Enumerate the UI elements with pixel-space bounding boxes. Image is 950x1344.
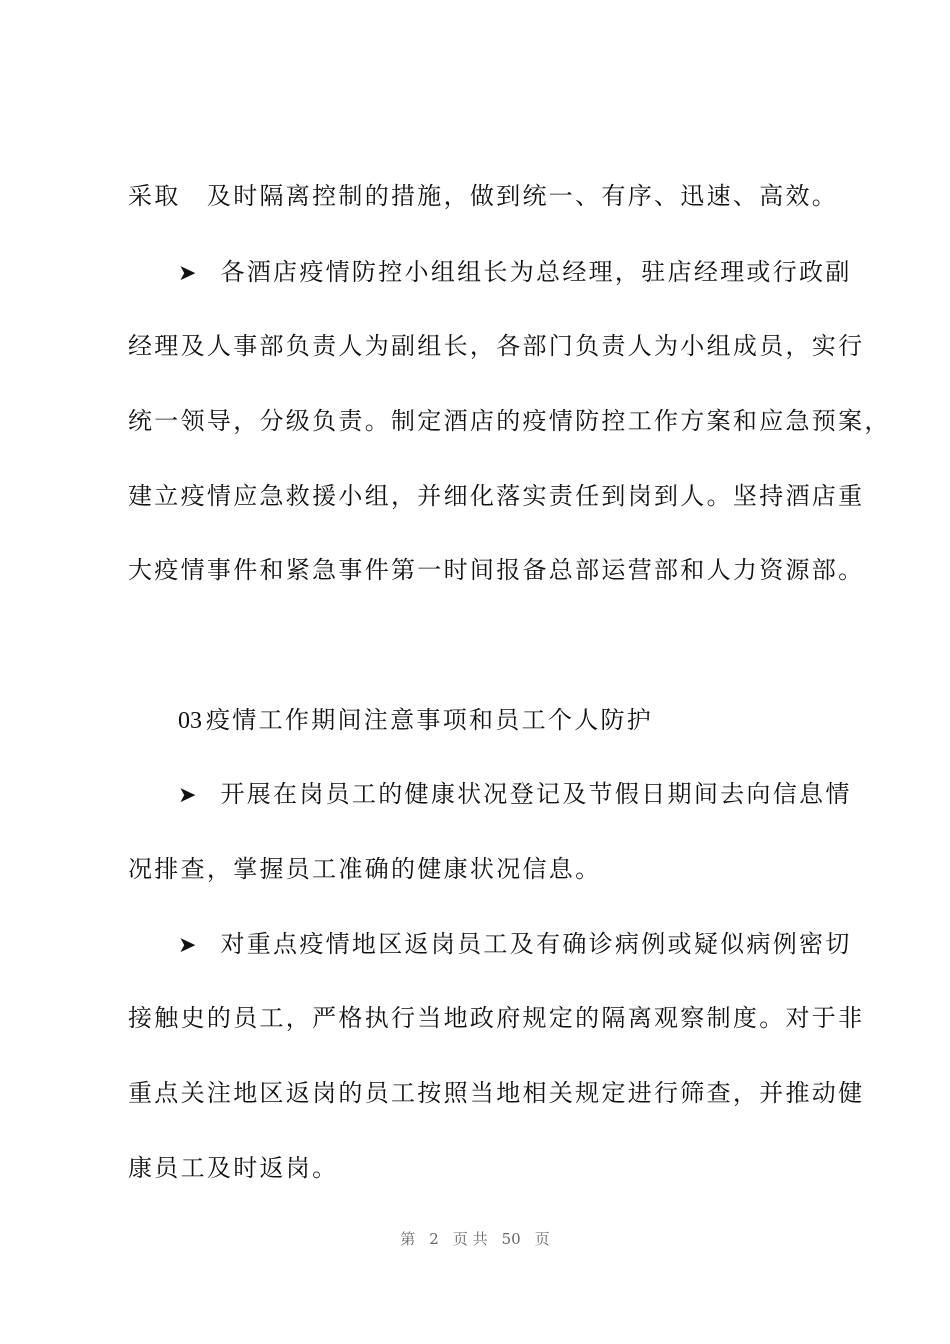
arrow-bullet-icon: ➤	[178, 933, 197, 958]
text-line	[0, 1000, 950, 1036]
text-line	[0, 1075, 950, 1111]
arrow-bullet-icon: ➤	[178, 261, 197, 286]
line-text: 经理及人事部负责人为副组长，各部门负责人为小组成员，实行	[128, 332, 865, 360]
footer-suffix: 页	[534, 1230, 550, 1248]
line-text: 对重点疫情地区返岗员工及有确诊病例或疑似病例密切	[220, 930, 852, 958]
footer-total-pages: 50	[501, 1230, 521, 1248]
line-text: 康员工及时返岗。	[128, 1154, 339, 1182]
footer-middle: 页 共	[452, 1230, 488, 1248]
section-title: 疫情工作期间注意事项和员工个人防护	[206, 706, 654, 734]
footer-page-number: 2	[429, 1230, 439, 1248]
arrow-bullet-icon: ➤	[178, 783, 197, 808]
bullet-line	[0, 254, 950, 290]
text-line	[0, 328, 950, 364]
bullet-line	[0, 926, 950, 962]
line-text: 统一领导，分级负责。制定酒店的疫情防控工作方案和应急预案，	[128, 407, 891, 435]
line-text: 况排查，掌握员工准确的健康状况信息。	[128, 855, 602, 883]
line-text: 各酒店疫情防控小组组长为总经理，驻店经理或行政副	[220, 258, 852, 286]
text-line	[0, 178, 950, 214]
section-heading	[0, 702, 950, 738]
line-text: 建立疫情应急救援小组，并细化落实责任到岗到人。坚持酒店重	[128, 482, 865, 510]
line-text: 开展在岗员工的健康状况登记及节假日期间去向信息情	[220, 780, 852, 808]
bullet-line	[0, 776, 950, 812]
line-text: 重点关注地区返岗的员工按照当地相关规定进行筛查，并推动健	[128, 1079, 865, 1107]
text-line	[0, 478, 950, 514]
section-number: 03	[178, 708, 202, 734]
text-line	[0, 552, 950, 588]
line-text: 采取 及时隔离控制的措施，做到统一、有序、迅速、高效。	[128, 182, 839, 210]
text-line	[0, 403, 950, 439]
text-line	[0, 1150, 950, 1186]
line-text: 大疫情事件和紧急事件第一时间报备总部运营部和人力资源部。	[128, 556, 865, 584]
footer-prefix: 第	[400, 1230, 416, 1248]
page-footer	[0, 1228, 950, 1249]
text-line	[0, 851, 950, 887]
line-text: 接触史的员工，严格执行当地政府规定的隔离观察制度。对于非	[128, 1004, 865, 1032]
